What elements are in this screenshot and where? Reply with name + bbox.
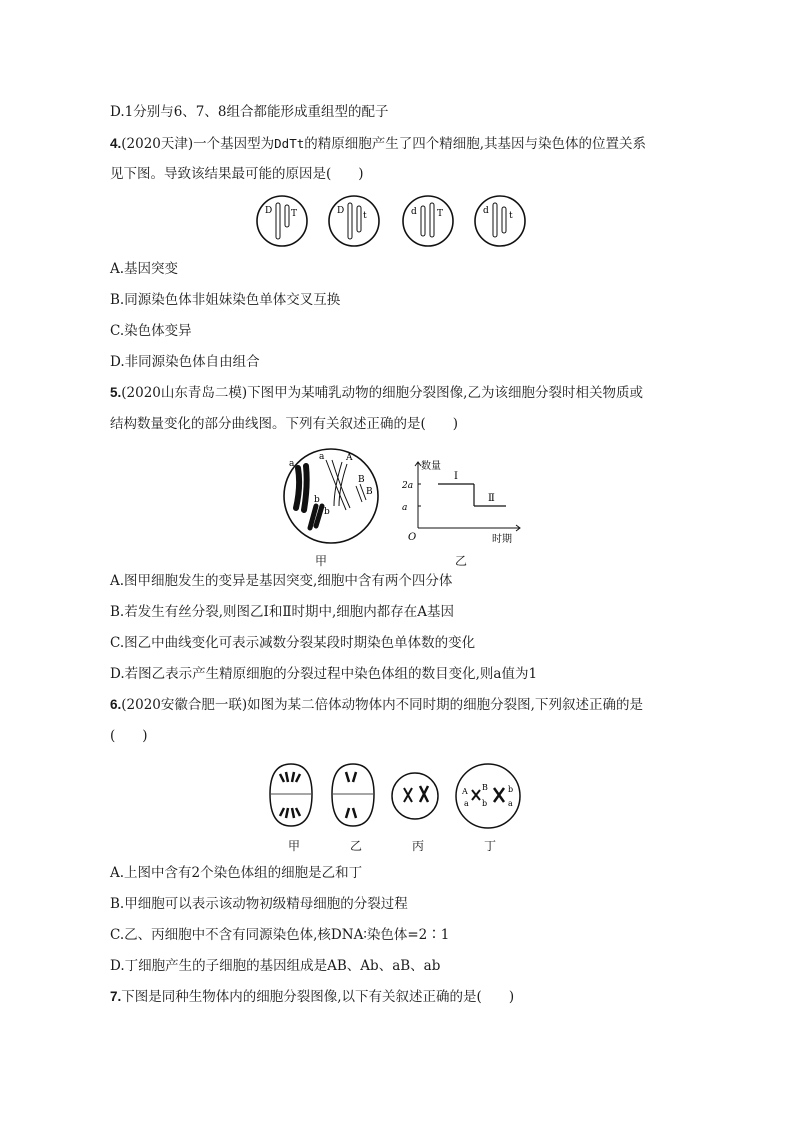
q4-option-b: B.同源染色体非姐妹染色单体交叉互换 bbox=[110, 292, 341, 308]
q5-cell-label-B2: B bbox=[366, 487, 373, 497]
q4-cell-2-gene-left: D bbox=[337, 206, 345, 216]
q5-option-b: B.若发生有丝分裂,则图乙Ⅰ和Ⅱ时期中,细胞内都存在A基因 bbox=[110, 604, 455, 620]
q4-cell-4-gene-right: t bbox=[509, 211, 513, 221]
q5-option-a: A.图甲细胞发生的变异是基因突变,细胞中含有两个四分体 bbox=[110, 573, 453, 589]
q6-cell-ding bbox=[456, 764, 520, 828]
q4-cell-2 bbox=[329, 196, 379, 246]
q6-figure-cells bbox=[266, 760, 528, 832]
q6-number: 6. bbox=[110, 697, 122, 712]
q5-stem-line1: 5.(2020山东青岛二模)下图甲为某哺乳动物的细胞分裂图像,乙为该细胞分裂时相关物质或 bbox=[110, 385, 643, 401]
q5-chart-segment-2-label: Ⅱ bbox=[488, 493, 495, 504]
q4-figure-sperm-cells bbox=[255, 194, 535, 248]
q6-cell-yi bbox=[332, 764, 374, 826]
q4-cell-1-gene-left: D bbox=[265, 206, 273, 216]
q5-source: (2020山东青岛二模) bbox=[121, 385, 248, 401]
q5-cell-label-B1: B bbox=[358, 475, 365, 485]
q5-option-d: D.若图乙表示产生精原细胞的分裂过程中染色体组的数目变化,则a值为1 bbox=[110, 666, 538, 682]
q5-caption-yi: 乙 bbox=[455, 554, 468, 568]
q6-caption-bing: 丙 bbox=[412, 839, 425, 853]
q5-chart-yi bbox=[396, 456, 526, 546]
q5-cell-label-a-mid: a bbox=[319, 452, 325, 462]
q4-number: 4. bbox=[110, 136, 122, 151]
q5-stem-line2: 结构数量变化的部分曲线图。下列有关叙述正确的是( ) bbox=[110, 416, 459, 432]
q6-option-d: D.丁细胞产生的子细胞的基因组成是AB、Ab、aB、ab bbox=[110, 958, 441, 974]
q6-caption-ding: 丁 bbox=[484, 839, 497, 853]
q6-stem-line1: 6.(2020安徽合肥一联)如图为某二倍体动物体内不同时期的细胞分裂图,下列叙述正确的是 bbox=[110, 697, 643, 713]
q5-chart-xlabel: 时期 bbox=[492, 534, 512, 545]
q3-option-d: D.1分别与6、7、8组合都能形成重组型的配子 bbox=[110, 104, 389, 120]
q5-chart-ylabel: 数量 bbox=[421, 461, 441, 472]
q4-stem-line1: 4.(2020天津)一个基因型为DdTt的精原细胞产生了四个精细胞,其基因与染色体的位置关系 bbox=[110, 136, 647, 152]
q4-cell-4 bbox=[475, 196, 525, 246]
svg-text:a: a bbox=[464, 799, 469, 808]
q4-source: (2020天津) bbox=[121, 136, 194, 152]
q7-number: 7. bbox=[110, 989, 122, 1004]
q5-cell-label-b2: b bbox=[324, 507, 330, 517]
q6-option-c: C.乙、丙细胞中不含有同源染色体,核DNA∶染色体=2∶1 bbox=[110, 927, 450, 943]
q6-caption-yi: 乙 bbox=[350, 839, 363, 853]
q6-cell-bing bbox=[392, 773, 438, 819]
q4-option-c: C.染色体变异 bbox=[110, 323, 192, 339]
q5-cell-label-b1: b bbox=[314, 495, 320, 505]
q6-source: (2020安徽合肥一联) bbox=[121, 697, 248, 713]
svg-text:B: B bbox=[482, 783, 488, 792]
q5-figure-jia-cell bbox=[276, 446, 386, 546]
q5-option-c: C.图乙中曲线变化可表示减数分裂某段时期染色单体数的变化 bbox=[110, 635, 476, 651]
q4-cell-3 bbox=[403, 196, 453, 246]
q6-stem-line2: ( ) bbox=[110, 728, 148, 744]
q5-chart-ytick-0: 2a bbox=[402, 481, 414, 491]
q5-chart-ytick-1: a bbox=[402, 503, 408, 513]
q4-stem-line2: 见下图。导致该结果最可能的原因是( ) bbox=[110, 166, 364, 182]
q5-caption-jia: 甲 bbox=[315, 554, 328, 568]
q4-cell-2-gene-right: t bbox=[363, 211, 367, 221]
q5-cell-label-A: A bbox=[346, 453, 353, 463]
q4-cell-3-gene-left: d bbox=[411, 207, 417, 217]
q5-number: 5. bbox=[110, 385, 122, 400]
svg-text:b: b bbox=[508, 785, 514, 794]
q4-cell-3-gene-right: T bbox=[437, 209, 444, 219]
q7-stem: 7.下图是同种生物体内的细胞分裂图像,以下有关叙述正确的是( ) bbox=[110, 989, 515, 1005]
svg-text:A: A bbox=[462, 787, 468, 796]
svg-text:b: b bbox=[482, 799, 488, 808]
q6-cell-jia bbox=[270, 764, 312, 826]
q4-genotype: DdTt bbox=[274, 136, 305, 151]
q4-cell-1-gene-right: T bbox=[291, 209, 298, 219]
q4-cell-4-gene-left: d bbox=[483, 206, 489, 216]
q4-option-d: D.非同源染色体自由组合 bbox=[110, 354, 260, 370]
q4-option-a: A.基因突变 bbox=[110, 261, 179, 277]
q4-cell-1 bbox=[257, 196, 307, 246]
svg-text:a: a bbox=[508, 799, 513, 808]
q6-caption-jia: 甲 bbox=[288, 839, 301, 853]
q5-chart-origin: O bbox=[408, 532, 417, 543]
q6-option-b: B.甲细胞可以表示该动物初级精母细胞的分裂过程 bbox=[110, 896, 408, 912]
q5-chart-segment-1-label: Ⅰ bbox=[454, 471, 458, 482]
q6-option-a: A.上图中含有2个染色体组的细胞是乙和丁 bbox=[110, 865, 363, 881]
q5-cell-label-a-left: a bbox=[289, 459, 295, 469]
